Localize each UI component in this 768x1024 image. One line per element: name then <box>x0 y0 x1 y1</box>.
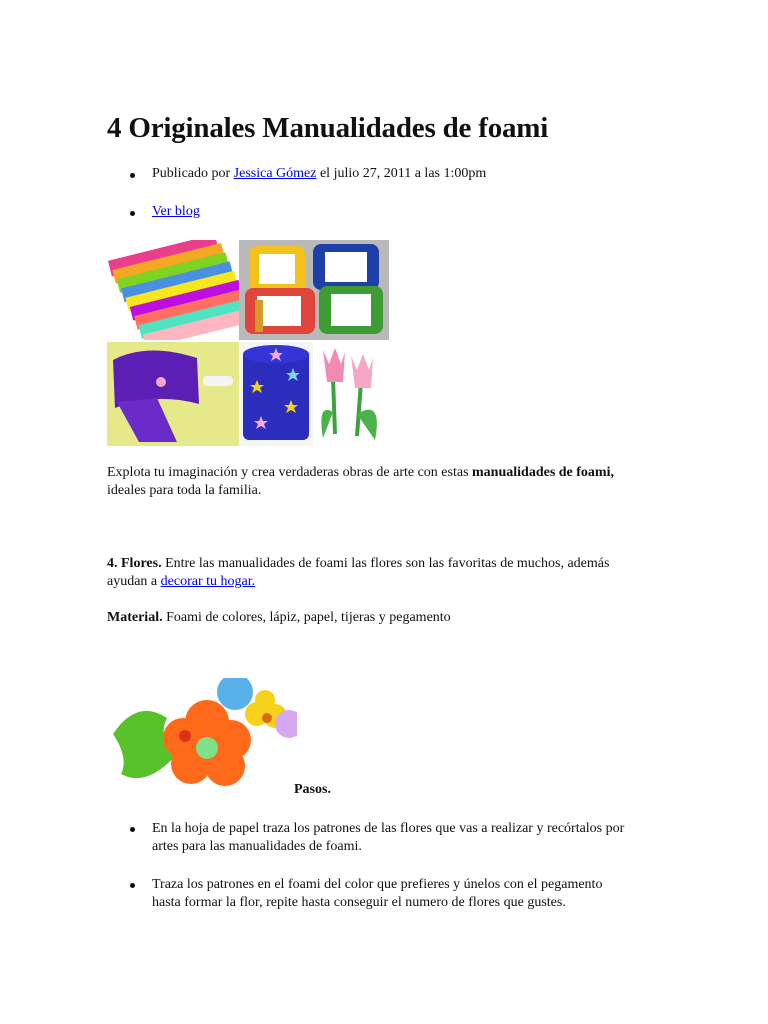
material-paragraph <box>107 609 667 627</box>
list-item <box>107 876 667 912</box>
page-title: 4 Originales Manualidades de foami <box>107 112 549 144</box>
foami-collage-image <box>107 240 389 446</box>
section-number: 4. Flores. <box>107 556 162 571</box>
section-text: Entre las manualidades de foami las flores son las favoritas de muchos, además <box>161 556 610 571</box>
step-1-line2: artes para las manualidades de foami. <box>152 839 362 854</box>
author-link[interactable]: Jessica Gómez <box>233 166 317 181</box>
intro-text: Explota tu imaginación y crea verdaderas obras de arte con estas <box>107 465 473 480</box>
decorate-home-link[interactable]: decorar tu hogar. <box>160 574 256 589</box>
step-2-line1: Traza los patrones en el foami del color que prefieres y únelos con el pegamento <box>152 877 603 892</box>
blog-link-item <box>107 204 307 224</box>
bullet-icon <box>130 827 135 832</box>
byline <box>107 166 667 186</box>
tulips-image <box>313 342 389 446</box>
step-2-line2: hasta formar la flor, repite hasta conseguir el numero de flores que gustes. <box>152 895 566 910</box>
byline-prefix: Publicado por <box>152 166 234 181</box>
intro-line2: ideales para toda la familia. <box>107 483 262 498</box>
intro-paragraph <box>107 464 667 500</box>
steps-heading: Pasos. <box>294 782 331 797</box>
list-item <box>107 820 667 856</box>
section-paragraph <box>107 555 667 591</box>
section-line2: ayudan a <box>107 574 161 589</box>
star-can-image <box>239 342 313 446</box>
foam-frames-image <box>239 240 389 340</box>
intro-bold: manualidades de foami, <box>472 465 614 480</box>
step-1-line1: En la hoja de papel traza los patrones de las flores que vas a realizar y recórtalos por <box>152 821 625 836</box>
view-blog-link[interactable]: Ver blog <box>152 204 200 219</box>
material-label: Material. <box>107 610 163 625</box>
bullet-icon <box>130 211 135 216</box>
material-text: Foami de colores, lápiz, papel, tijeras y pegamento <box>162 610 451 625</box>
bullet-icon <box>130 173 135 178</box>
foam-flowers-image <box>107 678 297 798</box>
bullet-icon <box>130 883 135 888</box>
foam-sheets-image <box>107 240 239 340</box>
purple-foam-craft-image <box>107 342 239 446</box>
byline-date: el julio 27, 2011 a las 1:00pm <box>316 166 487 181</box>
